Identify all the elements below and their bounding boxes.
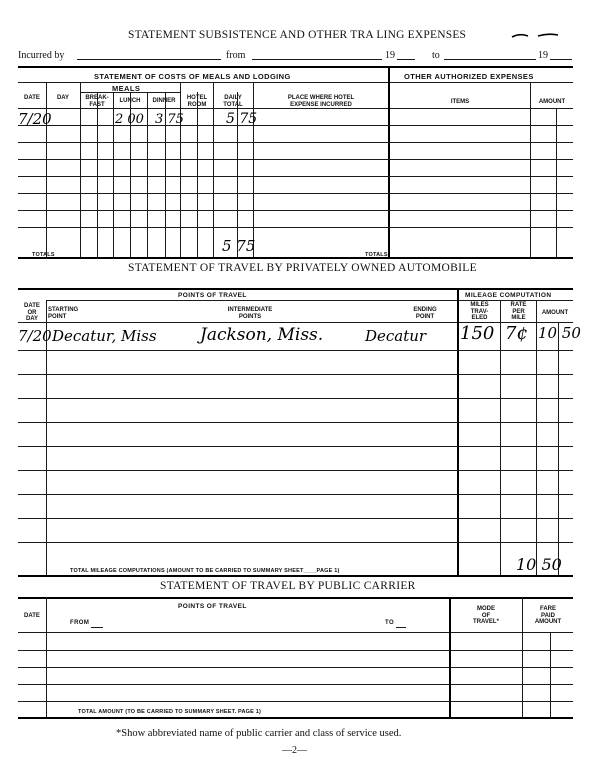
lunch-entry[interactable]: 2 00 — [115, 112, 144, 127]
col-items: ITEMS — [450, 99, 470, 105]
col-daily-total: DAILY TOTAL — [223, 95, 243, 108]
from-label: from — [226, 50, 246, 61]
other-expenses-title: OTHER AUTHORIZED EXPENSES — [404, 72, 534, 81]
auto-col-rate: RATE PER MILE — [510, 302, 527, 321]
page-number: —2— — [282, 745, 307, 756]
from-line[interactable] — [252, 59, 382, 60]
pc-points-of-travel: POINTS OF TRAVEL — [178, 603, 247, 610]
to-line[interactable] — [444, 59, 536, 60]
daily-total-entry[interactable]: 5 75 — [226, 111, 258, 127]
year1-label: 19 — [385, 50, 395, 61]
auto-intermediate-entry[interactable]: Jackson, Miss. — [200, 325, 324, 345]
incurred-by-label: Incurred by — [18, 50, 65, 61]
pc-col-date: DATE — [24, 613, 40, 619]
pc-total-label: TOTAL AMOUNT (TO BE CARRIED TO SUMMARY SHEET. PAGE 1) — [78, 709, 262, 715]
dinner-entry[interactable]: 3 75 — [155, 112, 184, 127]
year2-line[interactable] — [550, 59, 572, 60]
col-day: DAY — [56, 95, 70, 101]
auto-rate-entry[interactable]: 7¢ — [505, 323, 528, 344]
pc-col-fare: FARE PAID AMOUNT — [534, 606, 562, 625]
col-date: DATE — [24, 95, 40, 101]
mileage-computation-header: MILEAGE COMPUTATION — [465, 292, 552, 299]
auto-col-date: DATE OR DAY — [24, 303, 40, 322]
col-dinner: DINNER — [152, 98, 176, 104]
pc-col-mode: MODE OF TRAVEL* — [473, 606, 499, 625]
auto-total-label: TOTAL MILEAGE COMPUTATIONS (AMOUNT TO BE CARRIED TO SUMMARY SHEET____PAGE 1) — [70, 568, 340, 574]
form-title: STATEMENT SUBSISTENCE AND OTHER TRA LING EXPENSES — [128, 29, 467, 41]
totals-right-label: TOTALS — [365, 252, 388, 258]
incurred-by-line[interactable] — [77, 59, 221, 60]
totals-left-label: TOTALS — [32, 252, 55, 258]
auto-points-of-travel: POINTS OF TRAVEL — [178, 292, 247, 299]
col-meals: MEALS — [112, 84, 141, 93]
auto-col-intermediate: INTERMEDIATE POINTS — [227, 307, 273, 320]
auto-miles-entry[interactable]: 150 — [460, 323, 495, 344]
auto-col-ending: ENDING POINT — [413, 307, 437, 320]
col-amount: AMOUNT — [538, 99, 566, 105]
auto-ending-entry[interactable]: Decatur — [365, 327, 427, 345]
auto-date-entry[interactable]: 7/20 — [18, 327, 52, 345]
footnote: *Show abbreviated name of public carrier and class of service used. — [116, 728, 402, 739]
auto-col-miles: MILES TRAV- ELED — [470, 302, 489, 321]
col-breakfast: BREAK- FAST — [85, 95, 109, 108]
public-carrier-title: STATEMENT OF TRAVEL BY PUBLIC CARRIER — [160, 580, 416, 592]
auto-amount-entry[interactable]: 10 50 — [538, 324, 581, 342]
scan-mark — [510, 26, 560, 32]
col-lunch: LUNCH — [119, 98, 141, 104]
auto-col-starting: STARTING POINT — [48, 307, 79, 320]
meal-date-entry[interactable]: 7/20 — [18, 110, 52, 128]
col-place: PLACE WHERE HOTEL EXPENSE INCURRED — [287, 95, 355, 108]
pc-to-label: TO — [385, 620, 395, 626]
auto-starting-entry[interactable]: Decatur, Miss — [52, 327, 157, 345]
to-label: to — [432, 50, 440, 61]
col-hotel-room: HOTEL ROOM — [186, 95, 208, 108]
auto-col-amount: AMOUNT — [541, 310, 569, 316]
auto-section-title: STATEMENT OF TRAVEL BY PRIVATELY OWNED AUTOMOBILE — [128, 262, 477, 274]
auto-total-entry[interactable]: 10 50 — [516, 555, 562, 574]
meals-section-title: STATEMENT OF COSTS OF MEALS AND LODGING — [94, 72, 291, 81]
year2-label: 19 — [538, 50, 548, 61]
year1-line[interactable] — [397, 59, 415, 60]
grand-total-entry[interactable]: 5 75 — [222, 237, 256, 255]
pc-from-label: FROM — [70, 620, 90, 626]
